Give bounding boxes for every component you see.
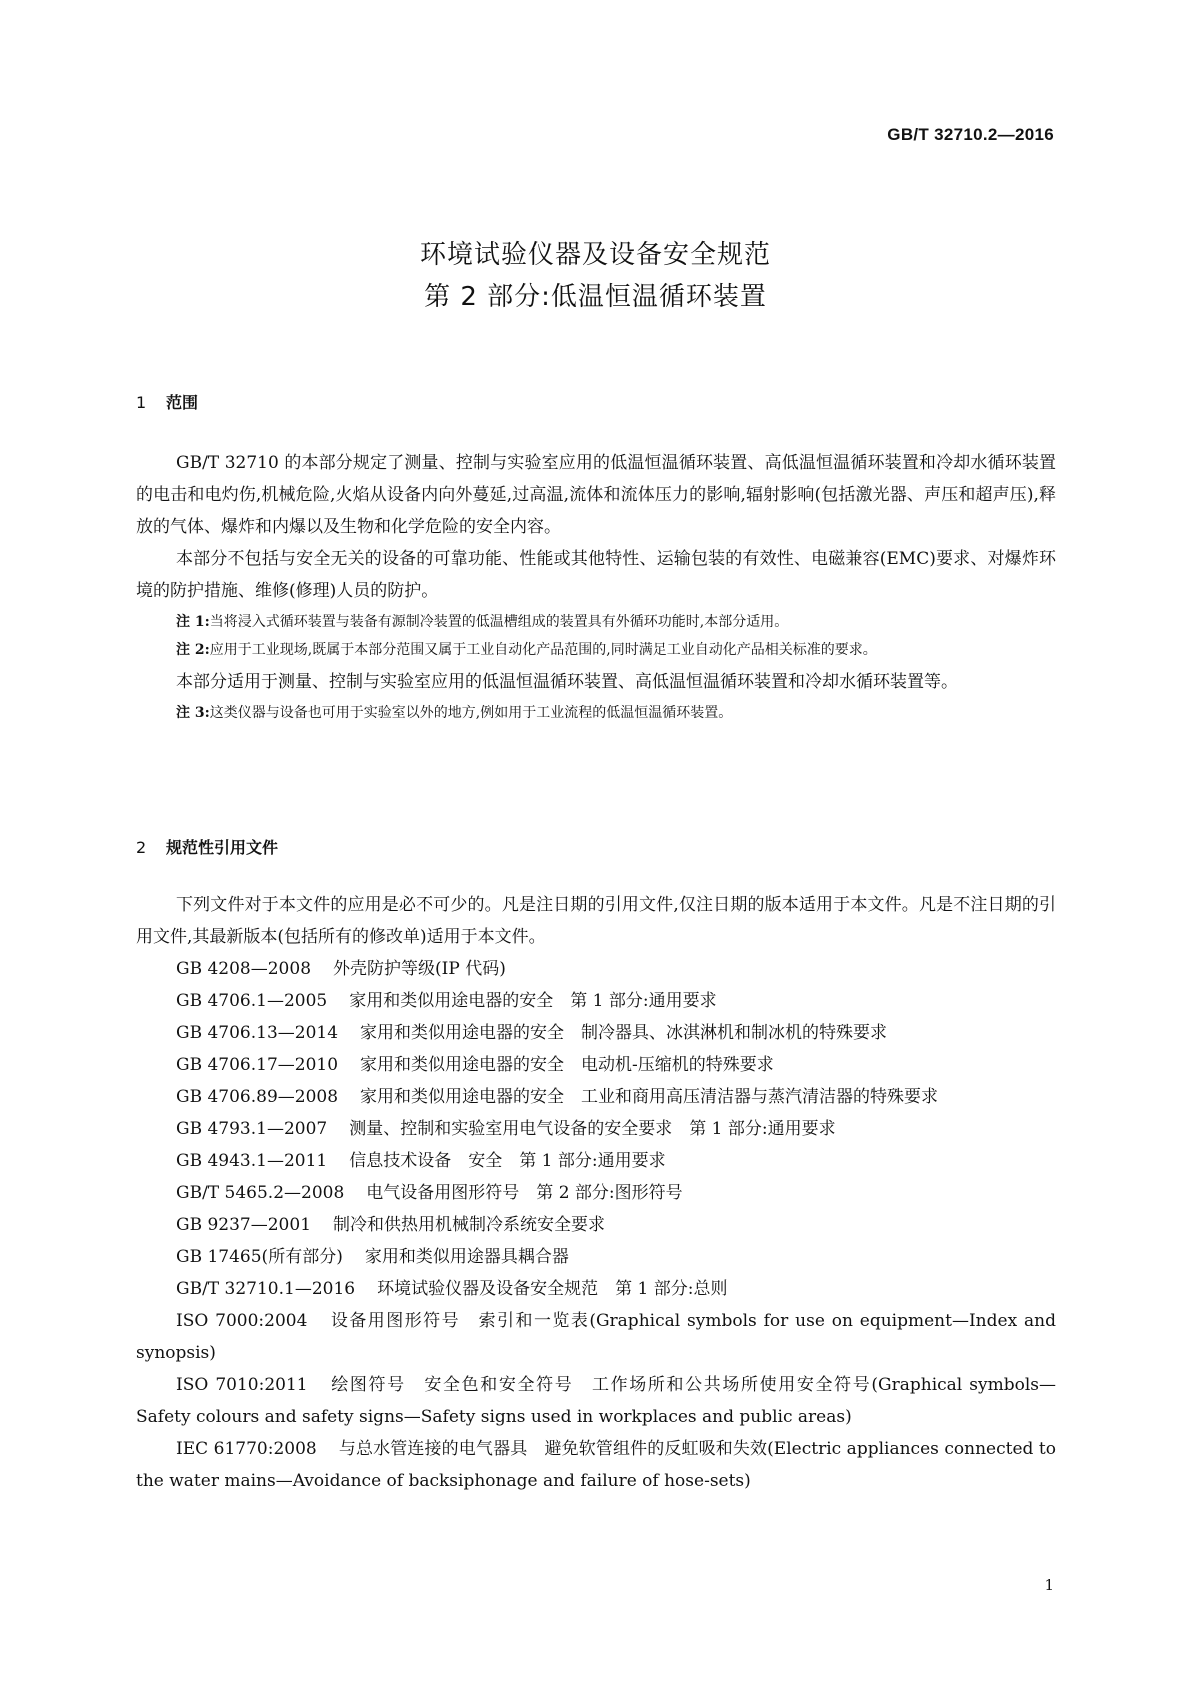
note-1 [176, 610, 1056, 635]
note-1-text: 当将浸入式循环装置与装备有源制冷装置的低温槽组成的装置具有外循环功能时,本部分适用。 [209, 614, 789, 630]
scope-paragraph-3: 本部分适用于测量、控制与实验室应用的低温恒温循环装置、高低温恒温循环装置和冷却水循环装置等。 [176, 672, 958, 692]
reference-title: 绘图符号 安全色和安全符号 工作场所和公共场所使用安全符号(Graphical symbols—Safety colours and safety signs—Safety signs used in workplaces and public areas) [136, 1375, 1056, 1427]
reference-item [136, 1369, 1056, 1433]
reference-title: 外壳防护等级(IP 代码) [333, 959, 506, 979]
note-2-text: 应用于工业现场,既属于本部分范围又属于工业自动化产品范围的,同时满足工业自动化产品相关标准的要求。 [209, 642, 877, 658]
reference-list [136, 953, 1056, 1497]
reference-item [136, 1017, 1056, 1049]
reference-code: GB 17465(所有部分) [176, 1247, 343, 1267]
reference-code: GB 4943.1—2011 [176, 1151, 328, 1171]
reference-title: 测量、控制和实验室用电气设备的安全要求 第 1 部分:通用要求 [349, 1119, 836, 1139]
note-1-label: 注 1: [176, 614, 210, 630]
reference-item [136, 1241, 1056, 1273]
scope-paragraph-1: GB/T 32710 的本部分规定了测量、控制与实验室应用的低温恒温循环装置、高低温恒温循环装置和冷却水循环装置的电击和电灼伤,机械危险,火焰从设备内向外蔓延,过高温,流体和流体压力的影响,辐射影响(包括激光器、声压和超声压),释放的气体、爆炸和内爆以及生物和化学危险的安全内容。 [136, 453, 1056, 537]
reference-title: 制冷和供热用机械制冷系统安全要求 [333, 1215, 606, 1235]
reference-code: GB 4706.1—2005 [176, 991, 328, 1011]
section-1-body [136, 447, 1056, 729]
reference-code: GB 9237—2001 [176, 1215, 312, 1235]
reference-item [136, 1433, 1056, 1497]
reference-item [136, 1081, 1056, 1113]
reference-title: 家用和类似用途器具耦合器 [364, 1247, 569, 1267]
note-3-label: 注 3: [176, 705, 210, 721]
reference-title: 家用和类似用途电器的安全 第 1 部分:通用要求 [349, 991, 717, 1011]
reference-item [136, 985, 1056, 1017]
reference-code: GB/T 5465.2—2008 [176, 1183, 345, 1203]
section-1-heading [136, 390, 198, 413]
scope-paragraph-2: 本部分不包括与安全无关的设备的可靠功能、性能或其他特性、运输包装的有效性、电磁兼容(EMC)要求、对爆炸环境的防护措施、维修(修理)人员的防护。 [136, 549, 1056, 601]
reference-code: GB 4706.13—2014 [176, 1023, 339, 1043]
note-3-text: 这类仪器与设备也可用于实验室以外的地方,例如用于工业流程的低温恒温循环装置。 [209, 705, 733, 721]
reference-item [136, 1145, 1056, 1177]
section-2-body [136, 889, 1056, 1497]
reference-code: GB 4793.1—2007 [176, 1119, 328, 1139]
section-2-title: 规范性引用文件 [166, 838, 279, 857]
reference-item [136, 1113, 1056, 1145]
reference-title: 电气设备用图形符号 第 2 部分:图形符号 [366, 1183, 683, 1203]
reference-code: GB 4706.17—2010 [176, 1055, 339, 1075]
section-1-number: 1 [136, 393, 147, 412]
reference-title: 信息技术设备 安全 第 1 部分:通用要求 [349, 1151, 666, 1171]
reference-item [136, 1209, 1056, 1241]
reference-title: 家用和类似用途电器的安全 制冷器具、冰淇淋机和制冰机的特殊要求 [360, 1023, 888, 1043]
reference-code: GB 4208—2008 [176, 959, 312, 979]
reference-code: GB/T 32710.1—2016 [176, 1279, 356, 1299]
document-title-line2: 第 2 部分:低温恒温循环装置 [424, 282, 767, 312]
reference-item [136, 1305, 1056, 1369]
reference-item [136, 1273, 1056, 1305]
document-title-line1: 环境试验仪器及设备安全规范 [419, 240, 771, 270]
reference-title: 环境试验仪器及设备安全规范 第 1 部分:总则 [377, 1279, 728, 1299]
reference-code: ISO 7010:2011 [176, 1375, 308, 1395]
note-2-label: 注 2: [176, 642, 210, 658]
reference-code: ISO 7000:2004 [176, 1311, 308, 1331]
reference-code: GB 4706.89—2008 [176, 1087, 339, 1107]
references-intro: 下列文件对于本文件的应用是必不可少的。凡是注日期的引用文件,仅注日期的版本适用于本文件。凡是不注日期的引用文件,其最新版本(包括所有的修改单)适用于本文件。 [136, 895, 1056, 947]
reference-item [136, 1177, 1056, 1209]
note-2 [176, 638, 1056, 663]
standard-code: GB/T 32710.2—2016 [887, 125, 1054, 144]
reference-title: 家用和类似用途电器的安全 工业和商用高压清洁器与蒸汽清洁器的特殊要求 [360, 1087, 939, 1107]
reference-item [136, 953, 1056, 985]
reference-code: IEC 61770:2008 [176, 1439, 317, 1459]
note-3 [176, 701, 1056, 726]
reference-item [136, 1049, 1056, 1081]
section-2-number: 2 [136, 838, 147, 857]
section-1-title: 范围 [166, 393, 199, 412]
page-number: 1 [1044, 1576, 1054, 1594]
reference-title: 设备用图形符号 索引和一览表(Graphical symbols for use on equipment—Index and synopsis) [136, 1311, 1056, 1363]
reference-title: 家用和类似用途电器的安全 电动机-压缩机的特殊要求 [360, 1055, 774, 1075]
reference-title: 与总水管连接的电气器具 避免软管组件的反虹吸和失效(Electric appliances connected to the water mains—Avoidance of backsiphonage and failure of hose-sets) [136, 1439, 1056, 1491]
section-2-heading [136, 835, 278, 858]
